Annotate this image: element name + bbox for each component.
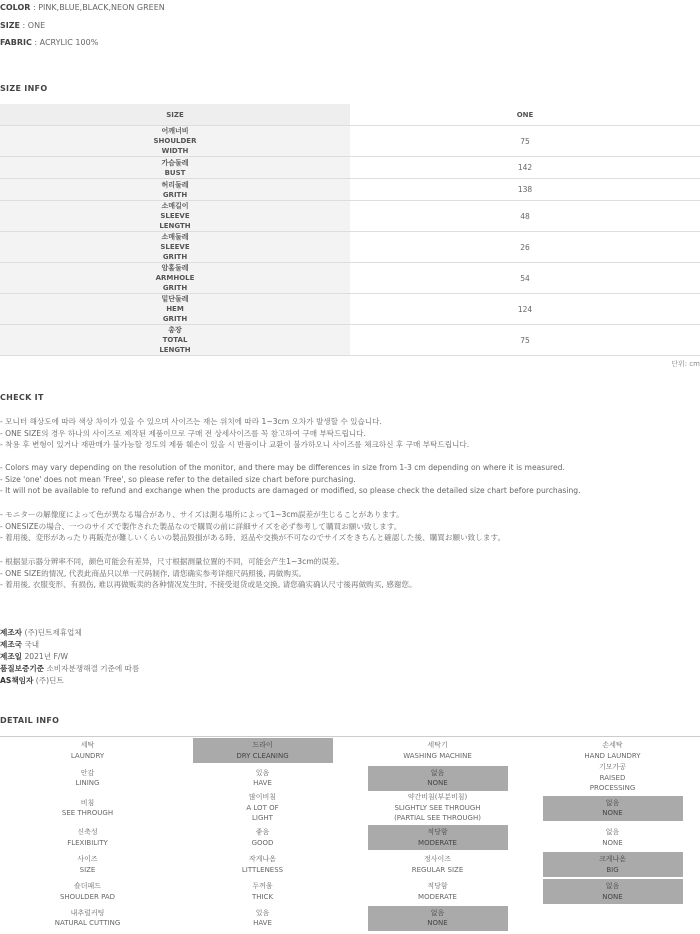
detail-category bbox=[0, 851, 175, 878]
detail-option bbox=[525, 905, 700, 931]
spec-value: PINK,BLUE,BLACK,NEON GREEN bbox=[38, 3, 165, 12]
detail-line: 있음 bbox=[255, 908, 270, 917]
size-row-en: LENGTH bbox=[159, 346, 191, 354]
check-line: - ONESIZEの場合、一つのサイズで製作された製品なので購買の前に詳細サイズを必ず参考して購買お願い致します。 bbox=[0, 521, 402, 531]
detail-row bbox=[0, 851, 700, 878]
check-english bbox=[0, 462, 581, 497]
detail-option bbox=[175, 878, 350, 905]
detail-line: 작게나옴 bbox=[248, 855, 277, 863]
detail-line: 적당함 bbox=[427, 882, 448, 890]
detail-info-title: DETAIL INFO bbox=[0, 716, 60, 725]
detail-option-selected bbox=[193, 738, 333, 763]
size-row-en: WIDTH bbox=[161, 147, 189, 155]
size-row-ko: 총장 bbox=[168, 326, 182, 334]
detail-line: 손세탁 bbox=[602, 741, 623, 749]
maker-info bbox=[0, 627, 139, 687]
detail-option bbox=[525, 824, 700, 851]
detail-option-label bbox=[543, 825, 683, 850]
detail-line: 없음 bbox=[430, 908, 445, 917]
detail-line: 많이비침 bbox=[248, 793, 277, 802]
size-row-waist bbox=[0, 179, 700, 201]
detail-line: NATURAL CUTTING bbox=[54, 919, 121, 927]
detail-option-label bbox=[18, 852, 158, 877]
size-row-hem bbox=[0, 294, 700, 325]
detail-option bbox=[175, 764, 350, 792]
size-row-ko: 어깨너비 bbox=[161, 127, 189, 135]
size-row-ko: 암홀둘레 bbox=[161, 264, 189, 272]
maker-line: 제조국 국내 bbox=[0, 640, 40, 649]
detail-option-label bbox=[368, 879, 508, 904]
check-line: - モニターの解像度によって色が異なる場合があり、サイズは測る場所によって1~3cm誤差が生じることがあります。 bbox=[0, 510, 404, 519]
detail-category bbox=[0, 792, 175, 824]
detail-line: LAUNDRY bbox=[70, 751, 105, 760]
detail-line: PROCESSING bbox=[589, 784, 636, 793]
spec-value: ONE bbox=[27, 21, 46, 30]
spec-label: SIZE bbox=[0, 21, 21, 30]
detail-line: 없음 bbox=[605, 798, 620, 807]
spec-label: COLOR bbox=[0, 3, 31, 12]
check-line: - 根据显示器分辨率不同，颜色可能会有差异，尺寸根据测量位置的不同，可能会产生1~3cm的误差。 bbox=[0, 557, 345, 566]
detail-option bbox=[350, 878, 525, 905]
check-line: - 着用後, 衣服变形、有损伤, 难以再做贩卖的各种情况发生时, 不接受退货或是交换, 请您确实确认尺寸後再做购买, 感谢您。 bbox=[0, 580, 417, 589]
detail-line: 크게나옴 bbox=[598, 855, 627, 863]
detail-line: SEE THROUGH bbox=[61, 809, 114, 817]
detail-line: NONE bbox=[427, 919, 448, 927]
size-row-en: HEM bbox=[166, 305, 184, 313]
check-japanese bbox=[0, 509, 505, 544]
detail-category bbox=[0, 764, 175, 792]
size-row-bust bbox=[0, 157, 700, 179]
detail-line: 기모가공 bbox=[598, 763, 627, 772]
size-row-value: 54 bbox=[520, 273, 530, 283]
size-unit: 단위: cm bbox=[671, 360, 700, 368]
size-row-total bbox=[0, 325, 700, 356]
check-line: - It will not be available to refund and exchange when the products are damaged or modified, so please check the detailed size chart before purchasing. bbox=[0, 486, 581, 495]
detail-row bbox=[0, 824, 700, 851]
detail-line: HAVE bbox=[253, 919, 272, 927]
detail-line: A LOT OF bbox=[246, 803, 279, 812]
detail-row bbox=[0, 905, 700, 931]
detail-row bbox=[0, 764, 700, 792]
size-row-en: SLEEVE bbox=[160, 212, 190, 220]
size-row-ko: 소매둘레 bbox=[161, 233, 189, 241]
detail-line: DRY CLEANING bbox=[236, 751, 289, 760]
detail-line: 적당함 bbox=[427, 828, 448, 836]
detail-option bbox=[175, 851, 350, 878]
detail-line: (PARTIAL SEE THROUGH) bbox=[394, 814, 481, 823]
check-chinese bbox=[0, 556, 417, 591]
detail-line: HAND LAUNDRY bbox=[584, 751, 641, 760]
check-line: - Colors may vary depending on the resolution of the monitor, and there may be differences in size from 1-3 cm depending on where it is measured. bbox=[0, 463, 565, 472]
detail-line: 세탁기 bbox=[427, 741, 448, 749]
detail-line: MODERATE bbox=[418, 892, 457, 901]
size-table-header bbox=[0, 104, 700, 126]
detail-option-label bbox=[368, 790, 508, 826]
detail-option bbox=[525, 851, 700, 878]
detail-option bbox=[525, 878, 700, 905]
detail-option-label bbox=[193, 825, 333, 850]
detail-option-label bbox=[18, 906, 158, 931]
size-row-en: GRITH bbox=[162, 284, 188, 292]
detail-option-selected bbox=[543, 796, 683, 821]
detail-option-label bbox=[368, 852, 508, 877]
check-line: - ONE SIZE的情况, 代表此商品只以单一尺码制作, 请您确实参考详细尺码照後, 再做购买。 bbox=[0, 568, 307, 578]
detail-line: 약간비침(부분비침) bbox=[407, 793, 468, 802]
spec-label: FABRIC bbox=[0, 38, 32, 47]
size-row-en: LENGTH bbox=[159, 222, 191, 230]
size-header-value: ONE bbox=[516, 110, 534, 119]
size-row-en: GRITH bbox=[162, 253, 188, 261]
detail-option-label bbox=[18, 766, 158, 791]
detail-option-label bbox=[18, 738, 158, 763]
detail-line: LIGHT bbox=[252, 814, 273, 823]
detail-option bbox=[350, 792, 525, 824]
size-row-armhole bbox=[0, 263, 700, 294]
maker-line: AS책임자 (주)딘트 bbox=[0, 676, 64, 685]
detail-line: 신축성 bbox=[77, 828, 98, 836]
detail-option bbox=[175, 737, 350, 764]
detail-category bbox=[0, 737, 175, 764]
size-row-value: 26 bbox=[520, 242, 530, 252]
detail-line: LINING bbox=[75, 779, 100, 787]
detail-line: 안감 bbox=[80, 768, 95, 777]
detail-option-label bbox=[368, 738, 508, 763]
size-row-shoulder bbox=[0, 126, 700, 157]
detail-option-selected bbox=[368, 766, 508, 791]
size-row-ko: 소매길이 bbox=[161, 202, 189, 210]
size-row-value: 75 bbox=[520, 136, 530, 146]
detail-line: NONE bbox=[602, 838, 623, 847]
size-row-ko: 밑단둘레 bbox=[161, 295, 189, 303]
detail-option-label bbox=[193, 790, 333, 826]
size-row-en: GRITH bbox=[162, 315, 188, 323]
detail-line: 있음 bbox=[255, 768, 270, 777]
detail-grid bbox=[0, 736, 700, 931]
detail-option bbox=[525, 764, 700, 792]
detail-line: 없음 bbox=[605, 828, 620, 836]
detail-line: FLEXIBILITY bbox=[67, 838, 108, 847]
detail-option-label bbox=[18, 879, 158, 904]
detail-line: 두꺼움 bbox=[252, 882, 273, 890]
size-row-value: 138 bbox=[517, 185, 533, 194]
size-row-value: 142 bbox=[517, 163, 533, 172]
detail-option bbox=[350, 851, 525, 878]
detail-line: LITTLENESS bbox=[241, 865, 284, 874]
detail-line: 정사이즈 bbox=[423, 855, 452, 863]
size-row-en: TOTAL bbox=[162, 336, 188, 344]
size-row-sleeve-length bbox=[0, 201, 700, 232]
detail-category bbox=[0, 824, 175, 851]
detail-row bbox=[0, 792, 700, 824]
detail-option-label bbox=[193, 766, 333, 791]
detail-option bbox=[175, 824, 350, 851]
detail-category bbox=[0, 878, 175, 905]
detail-line: GOOD bbox=[251, 838, 274, 847]
detail-category bbox=[0, 905, 175, 931]
spec-size: SIZE : ONE bbox=[0, 21, 46, 30]
size-info-title: SIZE INFO bbox=[0, 84, 48, 93]
spec-fabric: FABRIC : ACRYLIC 100% bbox=[0, 38, 99, 47]
detail-line: 내추럴커팅 bbox=[70, 908, 105, 917]
detail-option-label bbox=[543, 738, 683, 763]
size-header-label: SIZE bbox=[0, 104, 350, 125]
detail-option-label bbox=[18, 796, 158, 821]
detail-option-label bbox=[18, 825, 158, 850]
detail-line: REGULAR SIZE bbox=[411, 865, 464, 874]
detail-line: NONE bbox=[602, 809, 623, 817]
check-line: - 모니터 해상도에 따라 색상 차이가 있을 수 있으며 사이즈는 재는 위치에 따라 1~3cm 오차가 발생할 수 있습니다. bbox=[0, 417, 382, 426]
detail-line: SIZE bbox=[79, 865, 96, 874]
size-row-en: BUST bbox=[164, 168, 186, 177]
detail-line: SLIGHTLY SEE THROUGH bbox=[394, 803, 481, 812]
detail-line: SHOULDER PAD bbox=[59, 892, 116, 901]
detail-option-selected bbox=[543, 879, 683, 904]
size-table bbox=[0, 104, 700, 356]
detail-option bbox=[350, 905, 525, 931]
detail-option-label bbox=[193, 906, 333, 931]
detail-line: 사이즈 bbox=[77, 855, 98, 863]
detail-line: 없음 bbox=[430, 768, 445, 777]
detail-option-selected bbox=[368, 825, 508, 850]
detail-option bbox=[350, 764, 525, 792]
size-row-value: 48 bbox=[520, 211, 530, 221]
size-row-en: ARMHOLE bbox=[155, 274, 195, 282]
size-row-sleeve-grith bbox=[0, 232, 700, 263]
detail-line: 세탁 bbox=[80, 741, 95, 749]
detail-line: RAISED bbox=[599, 773, 626, 782]
detail-line: BIG bbox=[606, 865, 619, 874]
detail-option-selected bbox=[543, 852, 683, 877]
detail-option-label bbox=[193, 879, 333, 904]
maker-line: 제조일 2021년 F/W bbox=[0, 652, 68, 661]
size-row-en: SLEEVE bbox=[160, 243, 190, 251]
size-row-en: GRITH bbox=[162, 190, 188, 199]
detail-option-label bbox=[193, 852, 333, 877]
spec-color: COLOR : PINK,BLUE,BLACK,NEON GREEN bbox=[0, 3, 165, 12]
detail-option bbox=[350, 737, 525, 764]
detail-line: 없음 bbox=[605, 882, 620, 890]
detail-option-selected bbox=[368, 906, 508, 931]
detail-option bbox=[350, 824, 525, 851]
detail-line: 드라이 bbox=[252, 741, 273, 749]
size-row-ko: 가슴둘레 bbox=[161, 158, 189, 167]
detail-line: THICK bbox=[251, 892, 274, 901]
check-line: - 着用後、変形があったり再販売が難しいくらいの製品毀損がある時、返品や交換が不可なのでサイズをきちんと確認した後、購買お願い致します。 bbox=[0, 533, 506, 542]
detail-line: 숄더패드 bbox=[73, 882, 102, 890]
detail-line: HAVE bbox=[253, 779, 272, 787]
detail-line: 좋음 bbox=[255, 828, 270, 836]
detail-row bbox=[0, 878, 700, 905]
detail-line: MODERATE bbox=[418, 838, 457, 847]
detail-line: 비침 bbox=[80, 798, 95, 807]
detail-option bbox=[175, 905, 350, 931]
size-row-en: SHOULDER bbox=[153, 137, 197, 145]
detail-option bbox=[175, 792, 350, 824]
maker-line: 품질보증기준 소비자분쟁해결 기준에 따름 bbox=[0, 664, 140, 673]
check-line: - ONE SIZE의 경우 하나의 사이즈로 제작된 제품이므로 구매 전 상세사이즈를 꼭 참고하여 구매 부탁드립니다. bbox=[0, 428, 366, 438]
check-korean bbox=[0, 416, 469, 451]
detail-option bbox=[525, 792, 700, 824]
detail-line: NONE bbox=[427, 779, 448, 787]
check-line: - Size 'one' does not mean 'Free', so please refer to the detailed size chart before purchasing. bbox=[0, 474, 356, 484]
size-row-ko: 허리둘레 bbox=[161, 180, 189, 189]
detail-option-label bbox=[543, 760, 683, 796]
detail-line: WASHING MACHINE bbox=[403, 751, 472, 760]
check-it-title: CHECK IT bbox=[0, 393, 44, 402]
spec-value: ACRYLIC 100% bbox=[39, 38, 99, 47]
check-line: - 착용 후 변형이 있거나 재판매가 불가능할 정도의 제품 훼손이 있을 시 반품이나 교환이 불가하오니 사이즈를 체크하신 후 구매 부탁드립니다. bbox=[0, 440, 470, 449]
size-row-value: 124 bbox=[517, 304, 533, 314]
detail-line: NONE bbox=[602, 892, 623, 901]
detail-option-label bbox=[543, 916, 683, 920]
maker-line: 제조자 (주)딘트제휴업체 bbox=[0, 628, 82, 637]
size-row-value: 75 bbox=[520, 335, 530, 345]
